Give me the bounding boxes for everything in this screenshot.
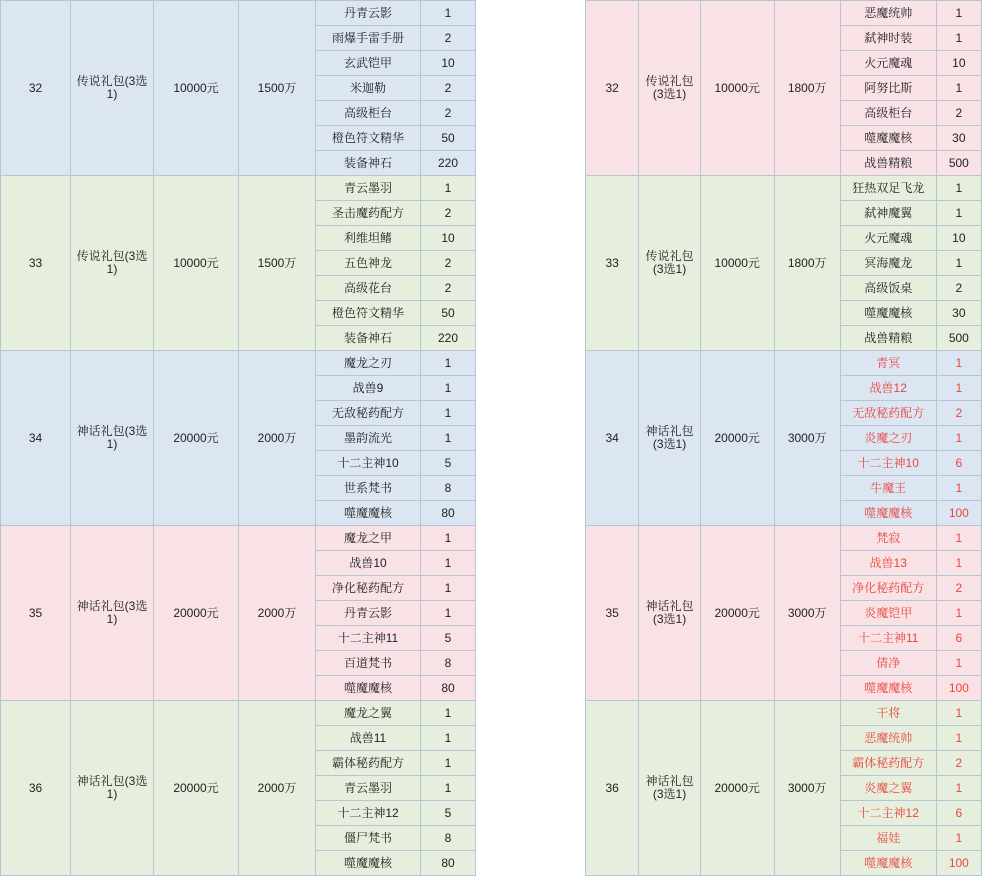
item-name-cell[interactable]: 丹青云影 bbox=[316, 601, 421, 626]
item-qty-cell[interactable]: 500 bbox=[936, 326, 981, 351]
item-qty-cell[interactable]: 80 bbox=[421, 851, 476, 876]
item-qty-cell[interactable]: 5 bbox=[421, 626, 476, 651]
item-name-cell[interactable]: 玄武铠甲 bbox=[316, 51, 421, 76]
pack-coin-cell[interactable]: 3000万 bbox=[774, 351, 840, 526]
pack-name-cell[interactable]: 传说礼包(3选1) bbox=[71, 176, 154, 351]
item-name-cell[interactable]: 圣击魔药配方 bbox=[316, 201, 421, 226]
item-name-cell[interactable]: 五色神龙 bbox=[316, 251, 421, 276]
item-name-cell[interactable]: 噬魔魔核 bbox=[840, 126, 936, 151]
item-qty-cell[interactable]: 2 bbox=[936, 401, 981, 426]
item-qty-cell[interactable]: 10 bbox=[936, 226, 981, 251]
pack-coin-cell[interactable]: 1500万 bbox=[239, 1, 316, 176]
item-name-cell[interactable]: 战兽精粮 bbox=[840, 151, 936, 176]
pack-price-cell[interactable]: 20000元 bbox=[700, 701, 774, 876]
pack-name-cell[interactable]: 传说礼包(3选1) bbox=[639, 176, 701, 351]
pack-coin-cell[interactable]: 2000万 bbox=[239, 701, 316, 876]
item-qty-cell[interactable]: 50 bbox=[421, 126, 476, 151]
pack-coin-cell[interactable]: 1800万 bbox=[774, 176, 840, 351]
item-qty-cell[interactable]: 1 bbox=[421, 1, 476, 26]
item-name-cell[interactable]: 弑神魔翼 bbox=[840, 201, 936, 226]
item-qty-cell[interactable]: 1 bbox=[936, 526, 981, 551]
item-qty-cell[interactable]: 8 bbox=[421, 651, 476, 676]
pack-name-cell[interactable]: 神话礼包(3选1) bbox=[71, 351, 154, 526]
pack-name-cell[interactable]: 神话礼包(3选1) bbox=[639, 526, 701, 701]
item-qty-cell[interactable]: 2 bbox=[421, 251, 476, 276]
item-qty-cell[interactable]: 220 bbox=[421, 326, 476, 351]
item-qty-cell[interactable]: 500 bbox=[936, 151, 981, 176]
item-name-cell[interactable]: 弑神时装 bbox=[840, 26, 936, 51]
item-qty-cell[interactable]: 1 bbox=[421, 751, 476, 776]
pack-price-cell[interactable]: 10000元 bbox=[154, 1, 239, 176]
item-qty-cell[interactable]: 10 bbox=[421, 51, 476, 76]
item-name-cell[interactable]: 噬魔魔核 bbox=[840, 676, 936, 701]
item-qty-cell[interactable]: 6 bbox=[936, 801, 981, 826]
pack-coin-cell[interactable]: 2000万 bbox=[239, 526, 316, 701]
pack-price-cell[interactable]: 20000元 bbox=[700, 526, 774, 701]
pack-name-cell[interactable]: 神话礼包(3选1) bbox=[639, 701, 701, 876]
item-name-cell[interactable]: 高级柜台 bbox=[840, 101, 936, 126]
item-qty-cell[interactable]: 8 bbox=[421, 826, 476, 851]
item-qty-cell[interactable]: 1 bbox=[421, 526, 476, 551]
pack-price-cell[interactable]: 20000元 bbox=[700, 351, 774, 526]
item-name-cell[interactable]: 恶魔统帅 bbox=[840, 726, 936, 751]
item-name-cell[interactable]: 噬魔魔核 bbox=[316, 501, 421, 526]
item-name-cell[interactable]: 净化秘药配方 bbox=[840, 576, 936, 601]
item-name-cell[interactable]: 世系梵书 bbox=[316, 476, 421, 501]
item-name-cell[interactable]: 墨韵流光 bbox=[316, 426, 421, 451]
item-qty-cell[interactable]: 2 bbox=[936, 276, 981, 301]
item-qty-cell[interactable]: 100 bbox=[936, 676, 981, 701]
item-qty-cell[interactable]: 50 bbox=[421, 301, 476, 326]
item-qty-cell[interactable]: 1 bbox=[936, 601, 981, 626]
item-name-cell[interactable]: 火元魔魂 bbox=[840, 51, 936, 76]
item-name-cell[interactable]: 僵尸梵书 bbox=[316, 826, 421, 851]
pack-name-cell[interactable]: 传说礼包(3选1) bbox=[71, 1, 154, 176]
pack-name-cell[interactable]: 神话礼包(3选1) bbox=[71, 526, 154, 701]
item-name-cell[interactable]: 火元魔魂 bbox=[840, 226, 936, 251]
item-name-cell[interactable]: 魔龙之刃 bbox=[316, 351, 421, 376]
item-name-cell[interactable]: 高级饭桌 bbox=[840, 276, 936, 301]
item-name-cell[interactable]: 牛魔王 bbox=[840, 476, 936, 501]
item-name-cell[interactable]: 净化秘药配方 bbox=[316, 576, 421, 601]
item-name-cell[interactable]: 青云墨羽 bbox=[316, 176, 421, 201]
item-qty-cell[interactable]: 1 bbox=[936, 776, 981, 801]
item-qty-cell[interactable]: 1 bbox=[421, 351, 476, 376]
item-name-cell[interactable]: 装备神石 bbox=[316, 326, 421, 351]
pack-coin-cell[interactable]: 1800万 bbox=[774, 1, 840, 176]
item-name-cell[interactable]: 噬魔魔核 bbox=[316, 851, 421, 876]
item-name-cell[interactable]: 战兽精粮 bbox=[840, 326, 936, 351]
item-name-cell[interactable]: 战兽9 bbox=[316, 376, 421, 401]
pack-id-cell[interactable]: 32 bbox=[586, 1, 639, 176]
item-name-cell[interactable]: 战兽11 bbox=[316, 726, 421, 751]
pack-id-cell[interactable]: 35 bbox=[586, 526, 639, 701]
item-name-cell[interactable]: 橙色符文精华 bbox=[316, 301, 421, 326]
item-name-cell[interactable]: 阿努比斯 bbox=[840, 76, 936, 101]
item-name-cell[interactable]: 梵寂 bbox=[840, 526, 936, 551]
table-row bbox=[1, 351, 476, 376]
item-qty-cell[interactable]: 1 bbox=[936, 476, 981, 501]
item-qty-cell[interactable]: 1 bbox=[421, 726, 476, 751]
pack-name-cell[interactable]: 神话礼包(3选1) bbox=[639, 351, 701, 526]
item-name-cell[interactable]: 炎魔之翼 bbox=[840, 776, 936, 801]
item-qty-cell[interactable]: 1 bbox=[936, 251, 981, 276]
item-qty-cell[interactable]: 2 bbox=[421, 26, 476, 51]
item-qty-cell[interactable]: 5 bbox=[421, 801, 476, 826]
item-name-cell[interactable]: 高级花台 bbox=[316, 276, 421, 301]
item-qty-cell[interactable]: 1 bbox=[421, 176, 476, 201]
item-qty-cell[interactable]: 2 bbox=[421, 101, 476, 126]
item-qty-cell[interactable]: 1 bbox=[936, 826, 981, 851]
pack-id-cell[interactable]: 32 bbox=[1, 1, 71, 176]
item-qty-cell[interactable]: 1 bbox=[936, 426, 981, 451]
pack-price-cell[interactable]: 20000元 bbox=[154, 526, 239, 701]
table-row bbox=[586, 351, 982, 376]
pack-name-cell[interactable]: 神话礼包(3选1) bbox=[71, 701, 154, 876]
item-qty-cell[interactable]: 2 bbox=[936, 101, 981, 126]
item-name-cell[interactable]: 噬魔魔核 bbox=[840, 851, 936, 876]
pack-id-cell[interactable]: 36 bbox=[1, 701, 71, 876]
item-qty-cell[interactable]: 80 bbox=[421, 676, 476, 701]
item-qty-cell[interactable]: 10 bbox=[936, 51, 981, 76]
item-name-cell[interactable]: 青冥 bbox=[840, 351, 936, 376]
item-qty-cell[interactable]: 10 bbox=[421, 226, 476, 251]
item-name-cell[interactable]: 战兽10 bbox=[316, 551, 421, 576]
item-name-cell[interactable]: 丹青云影 bbox=[316, 1, 421, 26]
item-qty-cell[interactable]: 1 bbox=[421, 776, 476, 801]
item-qty-cell[interactable]: 1 bbox=[421, 601, 476, 626]
item-qty-cell[interactable]: 1 bbox=[936, 26, 981, 51]
item-name-cell[interactable]: 无敌秘药配方 bbox=[840, 401, 936, 426]
item-name-cell[interactable]: 魔龙之翼 bbox=[316, 701, 421, 726]
item-name-cell[interactable]: 倩净 bbox=[840, 651, 936, 676]
item-name-cell[interactable]: 福娃 bbox=[840, 826, 936, 851]
item-name-cell[interactable]: 无敌秘药配方 bbox=[316, 401, 421, 426]
item-qty-cell[interactable]: 1 bbox=[421, 426, 476, 451]
pack-id-cell[interactable]: 33 bbox=[1, 176, 71, 351]
item-qty-cell[interactable]: 1 bbox=[936, 726, 981, 751]
pack-id-cell[interactable]: 36 bbox=[586, 701, 639, 876]
item-qty-cell[interactable]: 1 bbox=[936, 1, 981, 26]
item-qty-cell[interactable]: 80 bbox=[421, 501, 476, 526]
pack-coin-cell[interactable]: 3000万 bbox=[774, 701, 840, 876]
item-qty-cell[interactable]: 1 bbox=[421, 376, 476, 401]
item-qty-cell[interactable]: 8 bbox=[421, 476, 476, 501]
item-name-cell[interactable]: 青云墨羽 bbox=[316, 776, 421, 801]
item-qty-cell[interactable]: 30 bbox=[936, 301, 981, 326]
item-qty-cell[interactable]: 6 bbox=[936, 626, 981, 651]
item-qty-cell[interactable]: 1 bbox=[421, 401, 476, 426]
pack-price-cell[interactable]: 20000元 bbox=[154, 351, 239, 526]
item-qty-cell[interactable]: 1 bbox=[936, 651, 981, 676]
item-name-cell[interactable]: 雨爆手雷手册 bbox=[316, 26, 421, 51]
item-name-cell[interactable]: 十二主神12 bbox=[840, 801, 936, 826]
item-name-cell[interactable]: 噬魔魔核 bbox=[840, 301, 936, 326]
pack-price-cell[interactable]: 10000元 bbox=[154, 176, 239, 351]
item-name-cell[interactable]: 战兽13 bbox=[840, 551, 936, 576]
item-name-cell[interactable]: 十二主神10 bbox=[840, 451, 936, 476]
item-name-cell[interactable]: 冥海魔龙 bbox=[840, 251, 936, 276]
item-qty-cell[interactable]: 1 bbox=[936, 201, 981, 226]
item-qty-cell[interactable]: 100 bbox=[936, 501, 981, 526]
item-name-cell[interactable]: 魔龙之甲 bbox=[316, 526, 421, 551]
item-qty-cell[interactable]: 6 bbox=[936, 451, 981, 476]
item-name-cell[interactable]: 战兽12 bbox=[840, 376, 936, 401]
pack-coin-cell[interactable]: 3000万 bbox=[774, 526, 840, 701]
pack-price-cell[interactable]: 20000元 bbox=[154, 701, 239, 876]
item-qty-cell[interactable]: 1 bbox=[421, 701, 476, 726]
table-row bbox=[1, 1, 476, 26]
table-row bbox=[586, 1, 982, 26]
item-name-cell[interactable]: 恶魔统帅 bbox=[840, 1, 936, 26]
pack-price-cell[interactable]: 10000元 bbox=[700, 176, 774, 351]
item-name-cell[interactable]: 十二主神10 bbox=[316, 451, 421, 476]
table-row bbox=[586, 701, 982, 726]
item-name-cell[interactable]: 橙色符文精华 bbox=[316, 126, 421, 151]
pack-id-cell[interactable]: 34 bbox=[1, 351, 71, 526]
item-name-cell[interactable]: 米迦勒 bbox=[316, 76, 421, 101]
item-name-cell[interactable]: 十二主神12 bbox=[316, 801, 421, 826]
item-qty-cell[interactable]: 1 bbox=[936, 176, 981, 201]
item-qty-cell[interactable]: 220 bbox=[421, 151, 476, 176]
item-name-cell[interactable]: 高级柜台 bbox=[316, 101, 421, 126]
item-qty-cell[interactable]: 1 bbox=[936, 351, 981, 376]
pack-name-cell[interactable]: 传说礼包(3选1) bbox=[639, 1, 701, 176]
item-qty-cell[interactable]: 2 bbox=[936, 576, 981, 601]
item-name-cell[interactable]: 噬魔魔核 bbox=[316, 676, 421, 701]
item-qty-cell[interactable]: 2 bbox=[421, 76, 476, 101]
item-name-cell[interactable]: 百道梵书 bbox=[316, 651, 421, 676]
pack-id-cell[interactable]: 33 bbox=[586, 176, 639, 351]
item-qty-cell[interactable]: 1 bbox=[936, 551, 981, 576]
item-qty-cell[interactable]: 30 bbox=[936, 126, 981, 151]
item-name-cell[interactable]: 十二主神11 bbox=[316, 626, 421, 651]
item-qty-cell[interactable]: 2 bbox=[421, 201, 476, 226]
item-name-cell[interactable]: 狂热双足飞龙 bbox=[840, 176, 936, 201]
pack-id-cell[interactable]: 35 bbox=[1, 526, 71, 701]
item-qty-cell[interactable]: 2 bbox=[421, 276, 476, 301]
item-name-cell[interactable]: 装备神石 bbox=[316, 151, 421, 176]
left-gift-pack-table bbox=[0, 0, 476, 876]
table-row bbox=[1, 526, 476, 551]
item-name-cell[interactable]: 干将 bbox=[840, 701, 936, 726]
item-qty-cell[interactable]: 2 bbox=[936, 751, 981, 776]
table-row bbox=[586, 176, 982, 201]
item-qty-cell[interactable]: 1 bbox=[936, 76, 981, 101]
table-row bbox=[1, 701, 476, 726]
item-name-cell[interactable]: 噬魔魔核 bbox=[840, 501, 936, 526]
item-name-cell[interactable]: 炎魔铠甲 bbox=[840, 601, 936, 626]
item-name-cell[interactable]: 霸体秘药配方 bbox=[840, 751, 936, 776]
table-row bbox=[586, 526, 982, 551]
pack-coin-cell[interactable]: 2000万 bbox=[239, 351, 316, 526]
pack-price-cell[interactable]: 10000元 bbox=[700, 1, 774, 176]
pack-coin-cell[interactable]: 1500万 bbox=[239, 176, 316, 351]
item-name-cell[interactable]: 霸体秘药配方 bbox=[316, 751, 421, 776]
item-name-cell[interactable]: 利维坦鳍 bbox=[316, 226, 421, 251]
item-qty-cell[interactable]: 1 bbox=[936, 376, 981, 401]
item-qty-cell[interactable]: 1 bbox=[421, 576, 476, 601]
table-row bbox=[1, 176, 476, 201]
item-qty-cell[interactable]: 1 bbox=[421, 551, 476, 576]
item-qty-cell[interactable]: 5 bbox=[421, 451, 476, 476]
right-gift-pack-table bbox=[585, 0, 982, 876]
pack-id-cell[interactable]: 34 bbox=[586, 351, 639, 526]
item-qty-cell[interactable]: 1 bbox=[936, 701, 981, 726]
item-qty-cell[interactable]: 100 bbox=[936, 851, 981, 876]
item-name-cell[interactable]: 十二主神11 bbox=[840, 626, 936, 651]
item-name-cell[interactable]: 炎魔之刃 bbox=[840, 426, 936, 451]
